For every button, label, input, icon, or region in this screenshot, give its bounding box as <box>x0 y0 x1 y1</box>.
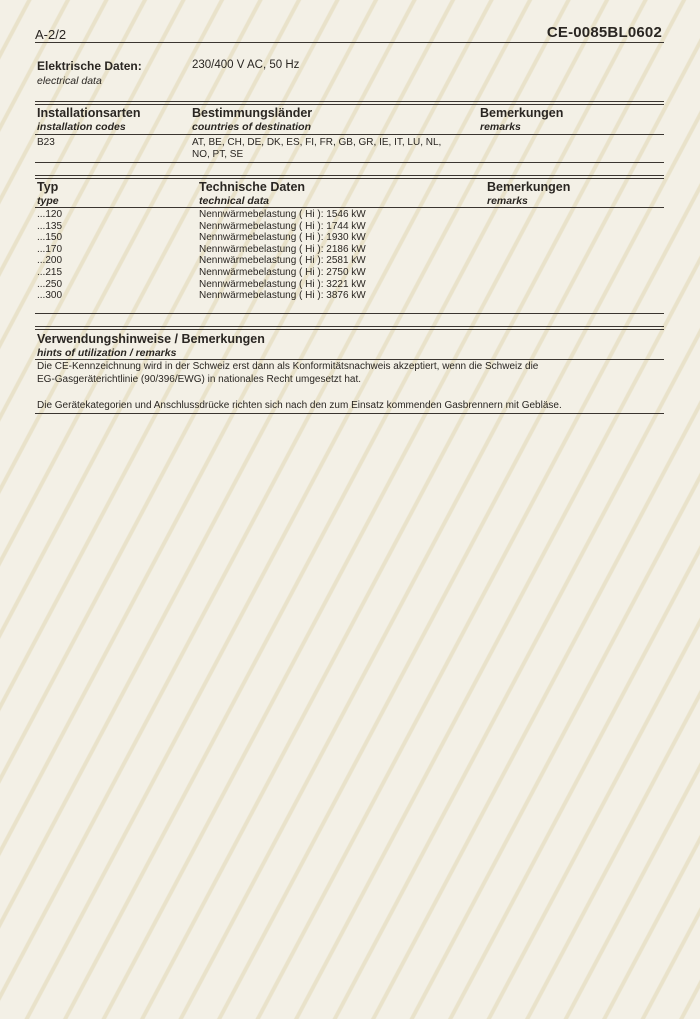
table-row-type: ...200 <box>37 255 63 267</box>
table-row-data: Nennwärmebelastung ( Hi ): 3221 kW <box>199 278 366 290</box>
type-heading: Typ <box>37 180 59 194</box>
installation-bottom-rule <box>35 162 664 163</box>
table-row-data: Nennwärmebelastung ( Hi ): 2581 kW <box>199 255 366 267</box>
table-row-type: ...215 <box>37 266 63 278</box>
table-row-type: ...250 <box>37 278 63 290</box>
type-column <box>37 209 62 302</box>
installation-code: B23 <box>37 137 55 148</box>
table-row-data: Nennwärmebelastung ( Hi ): 1930 kW <box>199 232 366 244</box>
installation-remarks-heading-en: remarks <box>480 121 521 133</box>
usage-header-rule <box>35 359 664 360</box>
types-remarks-heading-en: remarks <box>487 195 528 207</box>
table-row-type: ...170 <box>37 243 63 255</box>
usage-heading: Verwendungshinweise / Bemerkungen <box>37 332 265 346</box>
technical-data-heading: Technische Daten <box>199 180 306 194</box>
table-row-data: Nennwärmebelastung ( Hi ): 3876 kW <box>199 290 366 302</box>
type-heading-en: type <box>37 195 59 207</box>
countries-heading: Bestimmungsländer <box>192 106 313 120</box>
table-row-data: Nennwärmebelastung ( Hi ): 1546 kW <box>199 209 366 220</box>
installation-codes-heading-en: installation codes <box>37 121 126 133</box>
usage-heading-en: hints of utilization / remarks <box>37 347 177 359</box>
types-top-rule <box>35 175 664 179</box>
technical-data-column <box>199 209 366 302</box>
technical-data-heading-en: technical data <box>199 195 270 207</box>
electrical-label: Elektrische Daten: <box>37 59 142 73</box>
types-bottom-rule <box>35 313 664 314</box>
countries-heading-en: countries of destination <box>192 121 312 133</box>
page-number: A-2/2 <box>35 27 67 42</box>
table-row-data: Nennwärmebelastung ( Hi ): 1744 kW <box>199 220 366 232</box>
countries-line-1: AT, BE, CH, DE, DK, ES, FI, FR, GB, GR, IE, IT, LU, NL, <box>192 137 442 148</box>
table-row-type: ...300 <box>37 290 63 302</box>
usage-paragraph-1-line-1: Die CE-Kennzeichnung wird in der Schweiz erst dann als Konformitätsnachweis akzeptiert, wenn die Schweiz die <box>37 361 539 372</box>
usage-bottom-rule <box>35 413 664 414</box>
table-row-type: ...150 <box>37 232 63 244</box>
installation-codes-heading: Installationsarten <box>37 106 141 120</box>
table-row-data: Nennwärmebelastung ( Hi ): 2186 kW <box>199 243 366 255</box>
installation-top-rule <box>35 101 664 105</box>
table-row-type: ...120 <box>37 209 63 220</box>
installation-remarks-heading: Bemerkungen <box>480 106 564 120</box>
usage-paragraph-1-line-2: EG-Gasgeräterichtlinie (90/396/EWG) in nationales Recht umgesetzt hat. <box>37 374 362 385</box>
usage-top-rule <box>35 326 664 330</box>
table-row-type: ...135 <box>37 220 63 232</box>
certificate-id: CE-0085BL0602 <box>546 24 662 41</box>
countries-line-2: NO, PT, SE <box>192 149 244 160</box>
electrical-label-en: electrical data <box>37 75 102 87</box>
electrical-value: 230/400 V AC, 50 Hz <box>192 59 300 71</box>
types-remarks-heading: Bemerkungen <box>487 180 571 194</box>
table-row-data: Nennwärmebelastung ( Hi ): 2750 kW <box>199 266 366 278</box>
installation-header-rule <box>35 134 664 135</box>
header-rule <box>35 42 664 43</box>
usage-paragraph-2: Die Gerätekategorien und Anschlussdrücke richten sich nach den zum Einsatz kommenden Gasbrennern mit Gebläse. <box>37 400 562 411</box>
types-header-rule <box>35 207 664 208</box>
